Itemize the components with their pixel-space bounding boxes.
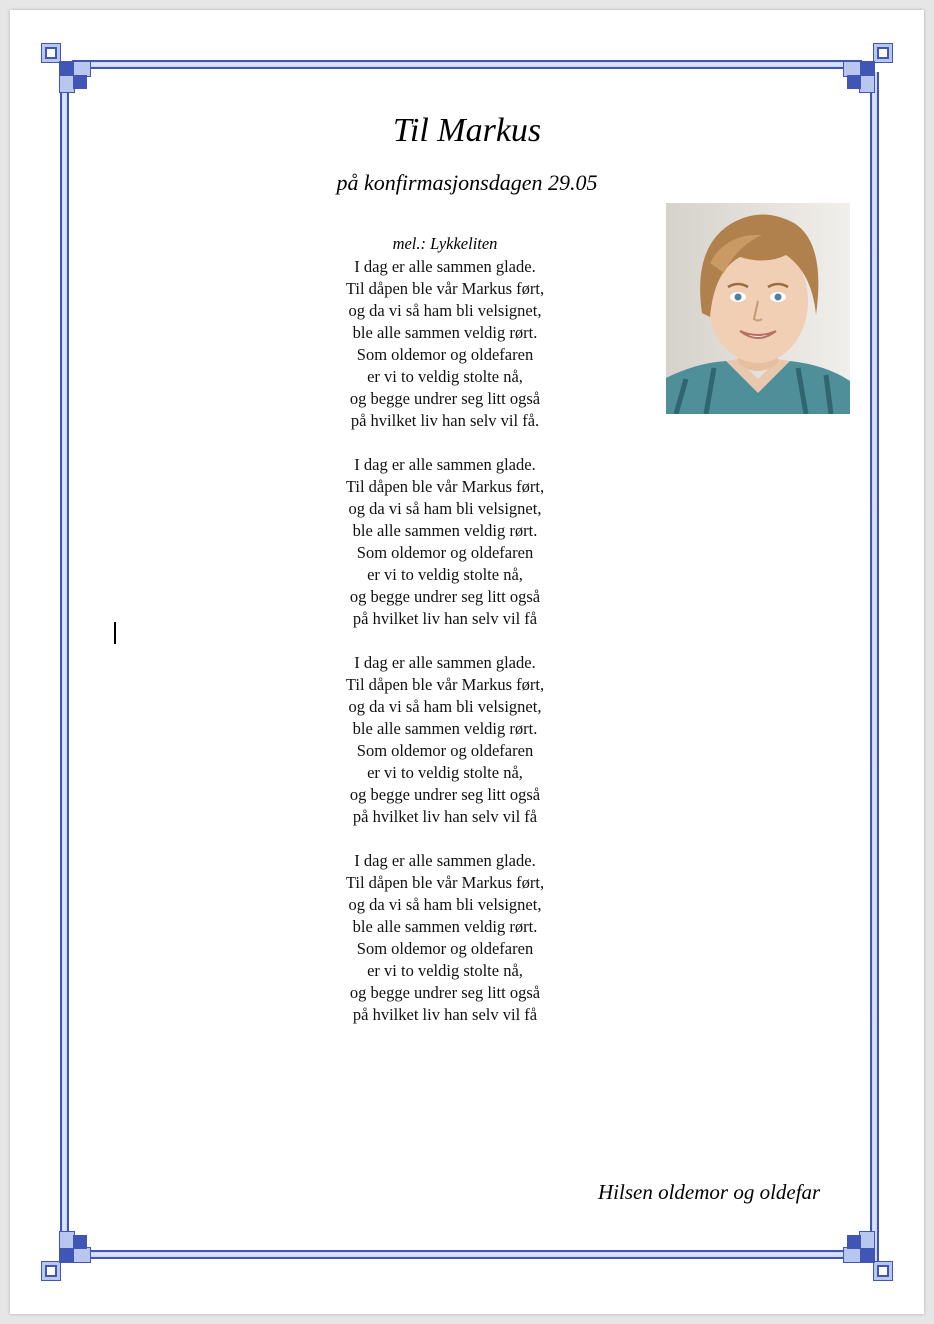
verse-2: [10, 454, 880, 630]
verse-line: på hvilket liv han selv vil få: [352, 609, 538, 628]
verse-line: og da vi så ham bli velsignet,: [348, 697, 542, 716]
verse-line: er vi to veldig stolte nå,: [367, 367, 523, 386]
verse-line: Som oldemor og oldefaren: [356, 939, 534, 958]
corner-ornament-bottom-left: [41, 1231, 91, 1281]
corner-ornament-top-left: [41, 43, 91, 93]
verse-line: Til dåpen ble vår Markus ført,: [345, 477, 545, 496]
verse-line: og begge undrer seg litt også: [349, 389, 541, 408]
corner-ornament-top-right: [843, 43, 893, 93]
verse-line: Som oldemor og oldefaren: [356, 543, 534, 562]
verse-line: ble alle sammen veldig rørt.: [352, 917, 538, 936]
verse-3: [10, 652, 880, 828]
verse-line: ble alle sammen veldig rørt.: [352, 719, 538, 738]
verse-line: Som oldemor og oldefaren: [356, 741, 534, 760]
verse-line: Som oldemor og oldefaren: [356, 345, 534, 364]
verse-line: Til dåpen ble vår Markus ført,: [345, 873, 545, 892]
verse-line: og da vi så ham bli velsignet,: [348, 301, 542, 320]
verse-line: på hvilket liv han selv vil få: [352, 1005, 538, 1024]
poem[interactable]: [10, 256, 880, 1048]
verse-line: og begge undrer seg litt også: [349, 983, 541, 1002]
verse-line: I dag er alle sammen glade.: [354, 653, 536, 672]
verse-line: og da vi så ham bli velsignet,: [348, 499, 542, 518]
verse-line: Til dåpen ble vår Markus ført,: [345, 279, 545, 298]
verse-line: og begge undrer seg litt også: [349, 587, 541, 606]
verse-1: [10, 256, 880, 432]
corner-ornament-bottom-right: [843, 1231, 893, 1281]
verse-line: er vi to veldig stolte nå,: [367, 763, 523, 782]
bottom-border: [72, 1250, 862, 1259]
signature[interactable]: Hilsen oldemor og oldefar: [598, 1180, 821, 1204]
document-page[interactable]: [10, 10, 924, 1314]
verse-line: ble alle sammen veldig rørt.: [352, 323, 538, 342]
document-subtitle[interactable]: på konfirmasjonsdagen 29.05: [336, 170, 598, 195]
verse-line: og begge undrer seg litt også: [349, 785, 541, 804]
verse-line: ble alle sammen veldig rørt.: [352, 521, 538, 540]
verse-line: er vi to veldig stolte nå,: [367, 565, 523, 584]
document-title[interactable]: Til Markus: [392, 112, 542, 149]
verse-line: I dag er alle sammen glade.: [354, 455, 536, 474]
verse-line: på hvilket liv han selv vil få.: [350, 411, 540, 430]
verse-line: på hvilket liv han selv vil få: [352, 807, 538, 826]
verse-line: Til dåpen ble vår Markus ført,: [345, 675, 545, 694]
melody-line[interactable]: mel.: Lykkeliten: [392, 234, 498, 253]
verse-4: [10, 850, 880, 1026]
text-cursor: [114, 622, 116, 644]
verse-line: I dag er alle sammen glade.: [354, 257, 536, 276]
verse-line: og da vi så ham bli velsignet,: [348, 895, 542, 914]
verse-line: er vi to veldig stolte nå,: [367, 961, 523, 980]
verse-line: I dag er alle sammen glade.: [354, 851, 536, 870]
top-border: [72, 60, 862, 69]
